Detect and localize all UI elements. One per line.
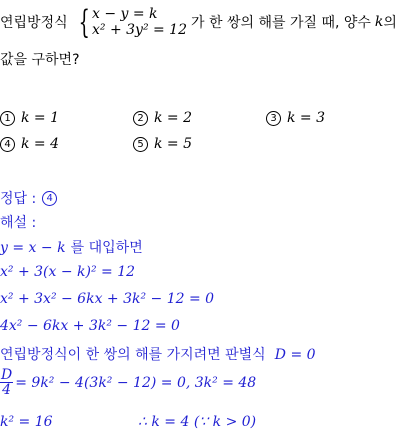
choice-number-1: 1 [0,111,15,126]
discriminant-equation: = 9k² − 4(3k² − 12) = 0, 3k² = 48 [15,374,257,391]
choice-text-2: k = 2 [154,110,193,126]
fraction-numerator: D [1,367,13,383]
question-variable: k [374,14,384,30]
choice-text-1: k = 1 [21,110,60,126]
choice-5[interactable] [133,136,192,152]
solution-step-2: x² + 3x² − 6kx + 3k² − 12 = 0 [0,291,215,307]
choice-3[interactable] [266,110,325,126]
choice-number-4: 4 [0,137,15,152]
solution-label: 해설 : [0,215,37,231]
substitution-text: 를 대입하면 [70,240,143,256]
choice-text-5: k = 5 [154,136,193,152]
question-suffix: 가 한 쌍의 해를 가질 때, 양수 [191,15,371,31]
condition-text: 연립방정식이 한 쌍의 해를 가지려면 판별식 [0,347,266,363]
answer-label: 정답 : [0,191,37,207]
equation-system [74,3,187,41]
solution-final-left: k² = 16 [0,414,53,430]
choice-number-5: 5 [133,137,148,152]
solution-step-1: x² + 3(x − k)² = 12 [0,264,136,280]
condition-equation: D = 0 [274,347,316,363]
equation-1: x − y = k [91,6,158,22]
answer-value: 4 [42,191,57,206]
choice-text-3: k = 3 [287,110,326,126]
question-suffix-end: 의 [383,15,397,31]
solution-substitution [0,237,143,257]
solution-discriminant [0,368,256,397]
solution-final-right: ∴ k = 4 (∵ k > 0) [138,414,257,430]
solution-step-3: 4x² − 6kx + 3k² − 12 = 0 [0,318,180,334]
solution-condition [0,344,316,364]
answer-line [0,188,57,208]
discriminant-fraction [0,368,13,397]
fraction-denominator: 4 [2,382,12,398]
choice-text-4: k = 4 [21,136,60,152]
substitution-equation: y = x − k [0,240,66,256]
question-prefix: 연립방정식 [0,15,68,31]
brace-icon: { [78,3,90,41]
question-line-1 [0,3,397,41]
choice-4[interactable] [0,136,59,152]
equation-list [92,6,187,38]
choice-number-2: 2 [133,111,148,126]
choice-1[interactable] [0,110,59,126]
equation-2: x² + 3y² = 12 [91,22,187,38]
choice-number-3: 3 [266,111,281,126]
choice-2[interactable] [133,110,192,126]
question-line-2: 값을 구하면? [0,52,80,68]
